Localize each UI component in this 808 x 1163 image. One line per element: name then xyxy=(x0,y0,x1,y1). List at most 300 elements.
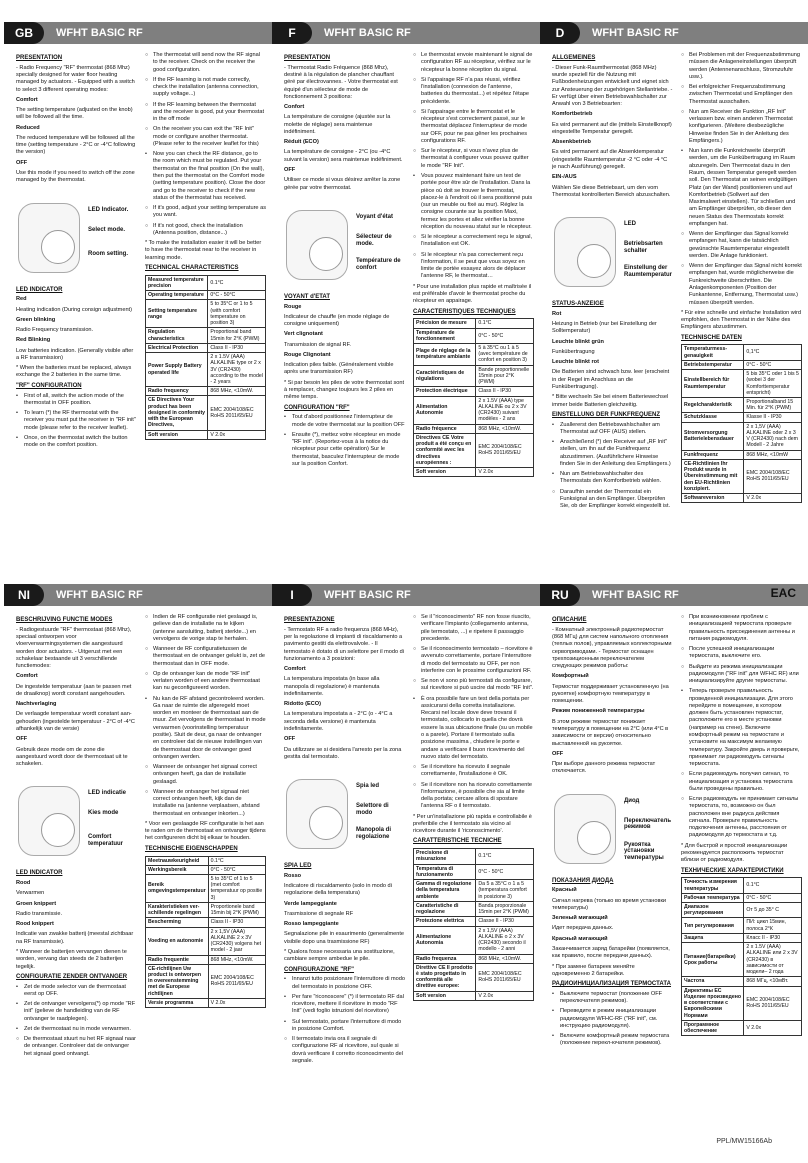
spec-cell: 0.1°С xyxy=(744,878,802,893)
bullet-item: • Переведите в режим инициализации радиомодуля WFHC-RF ("RF init", см. инструкцию радиомодуля). xyxy=(552,1008,673,1030)
mode-name: Rot xyxy=(552,310,562,317)
paragraph: Radio Frequency transmission. xyxy=(16,327,94,334)
spec-row xyxy=(146,955,266,964)
mode-title xyxy=(552,339,673,346)
spec-cell: 2 x 1,5V (AAA) ALKALINE 2 x 3V (CR2430) volgens het model - 2 jaar xyxy=(208,927,265,955)
mode-title xyxy=(16,160,137,167)
spec-row xyxy=(146,964,266,998)
sub-item: ○ Bei Problemen mit der Frequenzabstimmung müssen die Anlageneinstellungen überprüft werden (Antennenanschluss, Stromzufuhr usw.). xyxy=(681,52,802,81)
spec-cell: Measured temperature precision xyxy=(146,275,208,290)
spec-cell: Директивы ЕС Изделие произведено в соответствии с Европейскими Нормами xyxy=(682,986,744,1020)
spec-cell: Proportionele band 15min bij 2°K (PWM) xyxy=(208,902,265,917)
paragraph: - Dieser Funk-Raumthermostat (868 MHz) wurde speziell für die Nutzung mit Fußbodenheizungen entwickelt und eignet sich zur Ansteuerung der zugehörigen Stellantriebe. - Er verfügt über einen Betriebswahlschalter zur Anwahl von 3 Betriebsarten: xyxy=(552,64,673,108)
spec-cell: Funkfrequenz xyxy=(682,450,744,459)
spec-cell: Proportional band 15min for 2°K (PWM) xyxy=(208,328,266,343)
figure-label: Kies mode xyxy=(88,810,119,817)
spec-cell: Bande proportionnelle 15min pour 2°K (PWM) xyxy=(476,365,534,387)
sub-item: ○ Le thermostat envoie maintenant le signal de configuration RF au récepteur, vérifiez sur le récepteur la bonne réception du signal. xyxy=(413,52,534,74)
spec-cell: Radio frequency xyxy=(146,387,208,396)
sub-item: ○ Sur le récepteur, si vous n'avez plus de thermostat à configurer vous pouvez quitter le mode "RF Init". xyxy=(413,148,534,170)
spec-cell: Meetnauwkeurigheid xyxy=(146,856,209,865)
text-column xyxy=(284,614,405,1132)
spec-cell: 868 MHz, <10mW. xyxy=(208,387,266,396)
text-column xyxy=(284,52,405,570)
sub-item: ○ Si le récepteur n'a pas correctement reçu l'information, il se peut que vous soyez en limite de portée essayez alors de déplacer l'antenne RF, le thermostat… xyxy=(413,252,534,281)
panel-columns xyxy=(272,606,540,1132)
mode-title xyxy=(284,701,405,708)
section-heading: TECHNISCHE EIGENSCHAPPEN xyxy=(145,845,238,852)
thermostat-device-icon xyxy=(286,779,348,849)
spec-cell: 0°C - 50°C xyxy=(744,360,802,369)
sub-item: ○ Op de ontvanger kan de mode "RF init" verlaten worden of een andere thermostaat kan nu geconfigureerd worden. xyxy=(145,671,266,693)
mode-title xyxy=(16,296,137,303)
paragraph: В этом режиме термостат понижает температуру в помещении на 2°С (или 4°С в зависимости от версии) относительно выставленной на рукоятке. xyxy=(552,718,669,747)
sub-item: ○ On the receiver you can exit the "RF Init" mode or configure another thermostat. (Please refer to the receiver leaflet for this) xyxy=(145,126,266,148)
language-code: D xyxy=(540,22,580,44)
spec-row xyxy=(414,917,534,926)
figure-label: Рукоятка установки температуры xyxy=(624,841,664,862)
mode-name: Absenkbetrieb xyxy=(552,139,591,146)
spec-row xyxy=(414,467,534,476)
sub-item: ○ Se il riconoscimento termostato – ricevitore è avvenuto correttamente, portare l'interruttore di modo del termostato su OFF, per non interferire con le prossime configurazioni RF. xyxy=(413,646,534,675)
mode-name: OFF xyxy=(16,159,28,166)
sub-item: ○ Wanneer de RF configuratietussen de thermostaat en de ontvanger gelukt is, zet de thermostaat dan in OFF mode. xyxy=(145,646,266,668)
panel-title: WFHT BASIC RF xyxy=(324,589,411,601)
bullet-item: • Per fare "riconoscere" (*) il termostato RF dal ricevitore, mettere il ricevitore in modo "RF Init" (vedi foglio istruzioni del ricevitore) xyxy=(284,994,405,1016)
section-heading: PRESENTAZIONE xyxy=(284,617,335,623)
spec-row xyxy=(414,424,534,433)
mode-name: Rosso lampeggiante xyxy=(284,921,339,928)
spec-row xyxy=(146,856,266,865)
sub-item: ○ Indien de RF configuratie niet geslaagd is, gelieve dan de installatie na te kijken (antenne aansluiting, batterij sterkte...) en vervolgens de vorige stap te herhalen. xyxy=(145,614,266,643)
bullet-item: • Anschließend (*) den Receiver auf „RF Init" stellen, um ihn auf die Funkfrequenz abzustimmen. (Ausführlichere Hinweise finden Sie in der Anleitung des Empfängers.) xyxy=(552,439,673,468)
section-heading: TECHNICAL CHARACTERISTICS xyxy=(145,264,239,271)
spec-cell: Direttive CE Il prodotto è stato progettato in conformità alle direttive europee: xyxy=(414,963,476,991)
spec-cell: EMC 2004/108/EC RoHS 2011/65/EU xyxy=(744,986,802,1020)
section-heading: ТЕХНИЧЕСКИЕ ХАРАКТЕРИСТИКИ xyxy=(681,867,784,874)
mode-title xyxy=(284,139,405,146)
temperature-knob-icon xyxy=(309,806,343,840)
mode-title xyxy=(284,901,405,908)
spec-row xyxy=(146,387,266,396)
figure-label: Einstellung der Raumtemperatur xyxy=(624,265,673,278)
spec-cell: 0°С - 50°С xyxy=(744,893,802,902)
mode-name: Ridotto (ECO) xyxy=(284,701,321,708)
text-column xyxy=(16,52,137,570)
sub-item: ○ После успешной инициализации термостата, выключите его. xyxy=(681,646,802,661)
paragraph: * Per un'installazione più rapida e controllabile è preferibile che il termostato sia vicino al ricevitore durante il 'riconoscimento'. xyxy=(413,813,532,835)
section-heading: ПОКАЗАНИЯ ДИОДА xyxy=(552,877,614,884)
spec-row xyxy=(682,413,802,422)
sub-item: ○ Wanneer de ontvanger het signaal correct ontvangen heeft, ga dan de installatie geslaagd. xyxy=(145,764,266,786)
text-column xyxy=(413,614,534,1132)
language-code: GB xyxy=(4,22,44,44)
spec-row xyxy=(682,943,802,977)
spec-cell: Рабочая температура xyxy=(682,893,744,902)
mode-name: OFF xyxy=(16,736,28,743)
spec-cell: Защита xyxy=(682,933,744,942)
text-column xyxy=(413,52,534,570)
paragraph: Segnalazione pile in esaurimento (generalmente visibile dopo una trasmissione RF) xyxy=(284,931,405,945)
spec-cell: Protection électrique xyxy=(414,387,476,396)
spec-row xyxy=(146,874,266,902)
sub-item: ○ Si le récepteur a correctement reçu le signal, l'installation est OK. xyxy=(413,234,534,249)
paragraph: - Radiogestuurde "RF" thermostaat (868 Mhz), speciaal ontworpen voor vloerverwarmingsystemen die aangestuurd worden door actuators. - Uitgerust met een schakelaar bestaande uit 3 verschillende functiemodes: xyxy=(16,626,132,670)
section-heading: TECHNISCHE DATEN xyxy=(681,334,742,341)
paragraph: Термостат поддерживает установленную (на рукоятке) комфортную температуру в помещении. xyxy=(552,683,669,705)
paragraph: Heizung in Betrieb (nur bei Einstellung der Solltemperatur) xyxy=(552,321,657,335)
text-column xyxy=(16,614,137,1132)
spec-row xyxy=(414,963,534,991)
bullet-item: • Nun kann die Funkreichweite überprüft werden, um die Funkübertragung im Raum abzuregeln. Den Thermostat dazu in den Raum, dessen Temperatur geregelt werden soll. Den Thermostat an seinen endgültigen Platz (an der Wand) positionieren und auf Komfortbetrieb (Sollwert auf den Maximalwert einstellen). Tür schließen und am Empfänger überprüfen, ob dieser den neuen Status des Thermostats korrekt empfangen hat. xyxy=(681,148,802,228)
spec-cell: Soft version xyxy=(414,467,476,476)
sub-item: ○ Se il "riconoscimento" RF non fosse riuscito, verificare l'impianto (collegamento antenna, pile termostato, ...) e ripetere il passaggio precedente. xyxy=(413,614,534,643)
panel-header xyxy=(540,584,808,606)
section-heading: ALLGEMEINES xyxy=(552,55,596,61)
bullet-item: • Vous pouvez maintenant faire un test de portée pour être sûr de l'installation. Dans la pièce où doit se trouver le thermostat, placez-le à l'endroit où il sera positionné puis (sur un meuble ou fixé au mur). Réglez la consigne courante sur la position Maxi, fermez les portes et allez vérifier la bonne réception du nouveau statut sur le récepteur. xyxy=(413,173,534,231)
spec-cell: V 2.0x xyxy=(744,494,802,503)
spec-cell: 5 à 35°C ou 1 à 5 (avec température de confort en position 3) xyxy=(476,344,534,366)
temperature-knob-icon xyxy=(577,821,611,855)
spec-cell: Soft version xyxy=(146,430,208,439)
figure-label: LED Indicator. xyxy=(88,206,129,213)
spec-cell: 0°C - 50°C xyxy=(476,328,534,343)
spec-cell: Soft version xyxy=(414,991,476,1000)
mode-title xyxy=(16,125,137,132)
mode-title xyxy=(284,921,405,928)
spec-cell: Bescherming xyxy=(146,918,209,927)
figure-label: Room setting. xyxy=(88,250,128,257)
spec-row xyxy=(682,933,802,942)
paragraph: Es wird permanent auf die (mittels Einstellknopf) eingestellte Temperatur geregelt. xyxy=(552,121,672,135)
spec-cell: Питание(батарейки) Срок работы xyxy=(682,943,744,977)
paragraph: Utiliser ce mode si vous désirez arrêter la zone gérée par votre thermostat. xyxy=(284,177,401,191)
paragraph: De ingestelde temperatuur (aan te passen met de draaiknop) wordt constant aangehouden. xyxy=(16,683,132,697)
panel-header xyxy=(4,22,272,44)
spec-cell: Softwareversion xyxy=(682,494,744,503)
text-column xyxy=(552,614,673,1132)
spec-cell: Klasse II - IP30 xyxy=(744,413,802,422)
spec-row xyxy=(414,365,534,387)
spec-cell: 5 to 35°C or 1 to 5 (with comfort temperature on position 3) xyxy=(208,300,266,328)
spec-row xyxy=(146,353,266,387)
figure-label: Select mode. xyxy=(88,226,126,233)
paragraph: При выборе данного режима термостат отключается. xyxy=(552,761,656,775)
paragraph: De verlaagde temperatuur wordt constant aan-gehouden (ingestelde temperatuur - 2°C of -4°C afhankelijk van de versie) xyxy=(16,711,135,732)
spec-cell: Versie programma xyxy=(146,998,209,1007)
sub-item: ○ При возникновении проблем с инициализацией термостата проверьте правильность присоединения антенны и питания радиомодуля. xyxy=(681,614,802,643)
spec-cell: V 2.0x xyxy=(476,467,534,476)
paragraph: La température de consigne (ajustée sur la molette de réglage) sera maintenue indéfiniment. xyxy=(284,114,391,135)
section-heading: LED INDICATOR xyxy=(16,870,63,877)
spec-row xyxy=(682,450,802,459)
panel-title: WFHT BASIC RF xyxy=(56,589,143,601)
mode-title xyxy=(552,111,673,118)
paragraph: * Si par besoin les piles de votre thermostat sont à remplacer, changez toujours les 2 piles en même temps. xyxy=(284,379,405,401)
spec-table xyxy=(145,275,266,440)
spec-cell: Einstellbereich für Raumtemperatur xyxy=(682,370,744,398)
figure-label: Betriebsarten schalter xyxy=(624,241,663,254)
section-heading: PRESENTATION xyxy=(16,55,63,61)
paragraph: Indicatore di riscaldamento (solo in modo di regolazione della temperatura) xyxy=(284,883,392,897)
spec-cell: Gamma di regolazione della temperatura ambiente xyxy=(414,880,476,902)
figure-label: Température de confort xyxy=(356,257,401,271)
spec-row xyxy=(146,918,266,927)
spec-cell: Power Supply Battery operated life xyxy=(146,353,208,387)
bullet-item: • Теперь проверьте правильность проведенной инициализации. Для этого перейдите в помещение, в котором должен быть установлен термостат, расположите его в месте установки (например на стене). Включите комфортный режим на термостате и установите на максимум желаемую температуру. Закройте дверь и проверьте, принимает ли радиомодуль сигналы термостата. xyxy=(681,688,802,768)
mode-name: Зеленый мигающий xyxy=(552,915,608,922)
spec-cell: Radio fréquence xyxy=(414,424,476,433)
paragraph: Low batteries indication. (Generally visible after a RF transmission) xyxy=(16,347,134,361)
mode-name: Comfort xyxy=(16,673,38,680)
sub-item: ○ If the RF learning between the thermostat and the receiver is good, put your thermostat in the off mode xyxy=(145,102,266,124)
sub-item: ○ Si l'appairage entre le thermostat et le récepteur s'est correctement passé, sur le thermostat déplacez l'interrupteur de mode sur OFF, pour ne pas gêner les prochaines configurations RF. xyxy=(413,109,534,145)
spec-cell: 2 x 1,5V (AAA) ALKALINE oder 2 x 3 V (CR2430) nach dem Modell - 2 Jahre xyxy=(744,422,802,450)
panel-columns xyxy=(4,606,272,1132)
text-column xyxy=(681,52,802,570)
figure-label: Переключатель режимов xyxy=(624,817,672,831)
paragraph: - Radio Frequency "RF" thermostat (868 Mhz) specially designed for water floor heating managed by actuators. - Equipped with a switch to select 3 different operating modes: xyxy=(16,64,135,93)
mode-name: Leuchte blinkt grün xyxy=(552,338,604,345)
paragraph: * Qualora fosse necessaria una sostituzione, cambiare sempre ambedue le pile. xyxy=(284,948,395,963)
spec-cell: EMC 2004/108/EC RoHS 2011/65/EU xyxy=(476,963,534,991)
section-heading: CONFIGURATION "RF" xyxy=(284,404,350,411)
panel-d xyxy=(540,22,808,570)
spec-row xyxy=(414,396,534,424)
spec-cell: Directives CE Votre produit a été conçu en conformité avec les directives européennes : xyxy=(414,433,476,467)
spec-cell: Temperaturmess-genauigkeit xyxy=(682,345,744,360)
spec-row xyxy=(682,370,802,398)
bullet-item: • Nu kan de RF afstand gecontroleerd worden. Ga naar de ruimte die afgeregeld moet worden en monteer de thermostaat aan de muur. Zet vervolgens de thermostaat in mode verwarmen (voorinstelling temperatuur positie). Sluit de deur, ga naar de ontvanger en controleer dat de nieuwe instellingen van de thermostaat door de ontvanger goed ontvangen werden. xyxy=(145,696,266,761)
spec-cell: CE Directives Your product has been designed in conformity with the European Directives, xyxy=(146,396,208,430)
mode-title xyxy=(284,873,405,880)
mode-name: Leuchte blinkt rot xyxy=(552,359,599,366)
spec-cell: CE-Richtlinien Ihr Produkt wurde in Übereinstimmung mit den EU-Richtlinien konzipiert. xyxy=(682,459,744,493)
spec-cell: Программное обеспечение xyxy=(682,1020,744,1035)
panel-header xyxy=(4,584,272,606)
spec-cell: EMC 2004/108/EC RoHS 2011/65/EU xyxy=(208,964,265,998)
bullet-item: • Innanzi tutto posizionare l'interruttore di modo del termostato in posizione OFF. xyxy=(284,976,405,991)
spec-row xyxy=(146,865,266,874)
section-heading: STATUS-ANZEIGE xyxy=(552,301,604,308)
spec-table xyxy=(413,318,534,477)
paragraph: Trasmissione di segnale RF xyxy=(284,910,354,917)
spec-cell: 5 bis 35°C oder 1 bis 5 (wobei 3 der Komforttemperatur entspricht) xyxy=(744,370,802,398)
mode-name: Rouge Clignotant xyxy=(284,351,331,358)
paragraph: Radio transmissie. xyxy=(16,910,63,917)
spec-row xyxy=(414,901,534,916)
mode-name: EIN-/AUS xyxy=(552,174,577,181)
bullet-item: • Ensuite (*), mettez votre récepteur en mode "RF init". (Reportez-vous à la notice du récepteur pour cette opération) Sur le thermostat, basculez l'interrupteur de mode sur la position Confort. xyxy=(284,432,405,468)
section-heading: PRESENTATION xyxy=(284,55,331,61)
mode-name: Rosso xyxy=(284,872,302,879)
bullet-item: • Nun am Betriebswahlschalter des Thermostats den Komfortbetrieb wählen. xyxy=(552,471,673,486)
spec-cell: Class II - IP30 xyxy=(208,343,266,352)
mode-title xyxy=(16,880,137,887)
spec-cell: Bereik omgevingstemperatuur xyxy=(146,874,209,902)
spec-cell: Schutzklasse xyxy=(682,413,744,422)
spec-cell: 0°C - 50°C xyxy=(208,865,265,874)
paragraph: * Voor een geslaagde RF configuratie is het aan te raden om de thermostaat en ontvanger tijdens het configureren dicht bij elkaar te houden. xyxy=(145,820,266,842)
spec-cell: Electrical Protection xyxy=(146,343,208,352)
mode-title xyxy=(552,139,673,146)
spec-cell: ПИ: цикл 15мин, полоса 2°К xyxy=(744,918,802,933)
spec-row xyxy=(146,998,266,1007)
mode-name: Комфортный xyxy=(552,673,589,680)
mode-title xyxy=(552,936,673,943)
spec-cell: Stromversorgung Batterielebensdauer xyxy=(682,422,744,450)
section-heading: EINSTELLUNG DER FUNKFREQUENZ xyxy=(552,411,660,418)
language-code: F xyxy=(272,22,312,44)
panel-i xyxy=(272,584,540,1132)
spec-cell: Radio frequentie xyxy=(146,955,209,964)
mode-title xyxy=(552,359,673,366)
mode-name: Red xyxy=(16,296,27,303)
figure-label: Manopola di regolazione xyxy=(356,827,391,840)
ce-eac-mark: EAC xyxy=(770,586,796,600)
paragraph: - Termostato RF a radio frequenza (868 MHz), per la regolazione di impianti di riscaldamento a pavimento gestiti da elettrovalvole. - Il termostato è dotato di un selettore per il modo di funzionamento a 3 posizioni: xyxy=(284,626,405,662)
spec-table xyxy=(681,877,802,1036)
mode-title xyxy=(284,104,405,111)
figure-label: LED xyxy=(624,221,636,228)
paragraph: Indicateur de chauffe (en mode réglage de consigne uniquement) xyxy=(284,313,390,328)
paragraph: * При замене батареек меняйте одновременно 2 батарейки. xyxy=(552,963,635,977)
spec-row xyxy=(682,893,802,902)
sub-item: ○ If it's good, adjust your setting temperature as you want. xyxy=(145,205,266,220)
sub-item: ○ Il termostato invia ora il segnale di configurazione RF al ricevitore, sul quale si dovrà verificare il corretto riconoscimento del segnale. xyxy=(284,1036,405,1065)
spec-cell: V 2.0x xyxy=(208,430,266,439)
paragraph: Transmission de signal RF. xyxy=(284,341,351,348)
mode-name: OFF xyxy=(284,736,296,743)
section-heading: VOYANT d'ETAT xyxy=(284,293,330,300)
paragraph: La temperatura impostata a - 2°C (o - 4°C a seconda della versione) è mantenuta indefinitamente. xyxy=(284,711,393,732)
thermostat-figure xyxy=(284,196,405,288)
spec-row xyxy=(414,991,534,1000)
mode-name: Verde lampeggiante xyxy=(284,900,337,907)
bullet-item: • Zet de ontvanger vervolgens(*) op mode "RF init" (gelieve de handleiding van de RF ontvanger te raadplegen). xyxy=(16,1001,137,1023)
spec-cell: V 2.0x xyxy=(744,1020,802,1035)
spec-table xyxy=(681,344,802,503)
mode-title xyxy=(552,915,673,922)
temperature-knob-icon xyxy=(577,244,611,278)
sub-item: ○ Bei erfolgreicher Frequenzabstimmung zwischen Thermostat und Empfänger den Thermostat ausschalten. xyxy=(681,84,802,106)
spec-cell: Karakteristieken ver-schillende regelingen xyxy=(146,902,209,917)
figure-label: Sélecteur de mode. xyxy=(356,233,392,247)
spec-row xyxy=(682,494,802,503)
spec-row xyxy=(682,878,802,893)
spec-row xyxy=(682,918,802,933)
mode-title xyxy=(552,708,673,715)
spec-cell: 0.1°C xyxy=(476,849,534,864)
thermostat-figure xyxy=(16,189,137,281)
paragraph: Indicatie van zwakke batterij (meestal zichtbaar na RF transmissie). xyxy=(16,931,134,945)
spec-row xyxy=(682,345,802,360)
spec-row xyxy=(414,880,534,902)
mode-title xyxy=(552,751,673,758)
spec-cell: Setting temperature range xyxy=(146,300,208,328)
mode-name: Confort xyxy=(284,104,305,111)
paragraph: Verwarmen xyxy=(16,890,45,897)
spec-cell: Temperatura di funzionamento xyxy=(414,864,476,879)
sub-item: ○ Выйдите из режима инициализации радиомодуля ("RF init" для WFHC RF) или инициализируйте другие термостаты. xyxy=(681,664,802,686)
section-heading: ОПИСАНИЕ xyxy=(552,617,587,623)
spec-cell: 0°C - 50°C xyxy=(208,291,266,300)
sub-item: ○ If the RF learning is not made correctly, check the installation (antenna connection, supply voltage...) xyxy=(145,77,266,99)
mode-title xyxy=(16,901,137,908)
spec-cell: Class II - IP30 xyxy=(208,918,265,927)
temperature-knob-icon xyxy=(41,813,75,847)
spec-cell: EMC 2004/108/EC RoHS 2011/65/EU xyxy=(744,459,802,493)
spec-row xyxy=(414,344,534,366)
spec-cell: Radio frequenza xyxy=(414,954,476,963)
bullet-item: • Включите комфортный режим термостата (положение перекл-ючателя режимов). xyxy=(552,1033,673,1048)
figure-label: Comfort temperatuur xyxy=(88,834,124,848)
spec-cell: Precisione di misurazione xyxy=(414,849,476,864)
section-heading: SPIA LED xyxy=(284,863,312,870)
mode-title xyxy=(284,352,405,359)
panel-header xyxy=(272,584,540,606)
spec-cell: 5 to 35°C of 1 to 5 (met comfort temperatuur op positie 3) xyxy=(208,874,265,902)
sub-item: ○ Se il ricevitore non ha ricevuto correttamente l'informazione, è possibile che sia al limite della portata; cercare allora di spostare l'antenna RF o il termostato. xyxy=(413,782,534,811)
spec-row xyxy=(146,343,266,352)
paragraph: La temperatura impostata (in base alla manopola di regolazione) è mantenuta indefinitamente. xyxy=(284,676,380,697)
spec-row xyxy=(146,328,266,343)
spec-row xyxy=(682,422,802,450)
paragraph: Funkübertragung xyxy=(552,348,595,355)
thermostat-figure xyxy=(552,203,673,295)
mode-name: OFF xyxy=(552,750,564,757)
spec-cell: 2 х 1.5V (AAA) ALKALINE или 2 x 3V (CR2430) в зависимости от модели– 2 года xyxy=(744,943,802,977)
spec-cell: V 2.0x xyxy=(208,998,265,1007)
spec-cell: Werkingsbereik xyxy=(146,865,209,874)
mode-title xyxy=(552,887,673,894)
spec-cell: Regelcharakteristik xyxy=(682,398,744,413)
paragraph: * Pour une installation plus rapide et maîtrisée il est préférable d'avoir le thermostat proche du récepteur en appairage. xyxy=(413,283,532,305)
spec-cell: Класс II - IP30 xyxy=(744,933,802,942)
figure-label: Voyant d'état xyxy=(356,213,393,220)
mode-title xyxy=(16,921,137,928)
spec-row xyxy=(682,360,802,369)
spec-cell: Alimentazione Autonomia xyxy=(414,926,476,954)
mode-name: Réduit (ECO) xyxy=(284,139,319,146)
sub-item: ○ Se non vi sono più termostati da configurare, sul ricevitore si può uscire dal modo "RF Init". xyxy=(413,678,534,693)
mode-title xyxy=(284,167,405,174)
paragraph: * Для быстрой и простой инициализации рекомендуется расположить термостат вблизи от радиомодуля. xyxy=(681,842,788,864)
paragraph: Die Batterien sind schwach bzw. leer (erscheint in der Regel im Anschluss an die Funkübertragung). xyxy=(552,369,670,390)
spec-row xyxy=(146,275,266,290)
paragraph: * To make the installation easier it will be better to have the thermostat near to the receiver in learning mode. xyxy=(145,240,262,261)
paragraph: * Wanneer de batterijen vervangen dienen te worden, vervang dan steeds de 2 batterijen tegelijk. xyxy=(16,948,127,970)
spec-cell: Тип регулирования xyxy=(682,918,744,933)
mode-name: Comfort xyxy=(16,96,38,103)
mode-title xyxy=(552,673,673,680)
spec-cell: От 5 до 35° С xyxy=(744,903,802,918)
sub-item: ○ The thermostat will send now the RF signal to the receiver. Check on the receiver the good configuration. xyxy=(145,52,266,74)
bullet-item: • First of all, switch the action mode of the thermostat in OFF position. xyxy=(16,393,137,408)
spec-cell: Da 5 a 35°C o 1 a 5 (temperatura comfort in posizione 3) xyxy=(476,880,534,902)
mode-name: Red Blinking xyxy=(16,337,51,344)
section-heading: CONFIGURAZIONE "RF" xyxy=(284,966,355,973)
spec-row xyxy=(682,986,802,1020)
paragraph: Заканчивается заряд батарейки (появляется, как правило, после передачи данных). xyxy=(552,945,670,960)
language-code: NI xyxy=(4,584,44,606)
spec-cell: 0.1°C xyxy=(208,275,266,290)
mode-title xyxy=(16,337,137,344)
panel-header xyxy=(540,22,808,44)
mode-title xyxy=(16,673,137,680)
mode-name: Comfort xyxy=(284,666,306,673)
panel-gb xyxy=(4,22,272,570)
